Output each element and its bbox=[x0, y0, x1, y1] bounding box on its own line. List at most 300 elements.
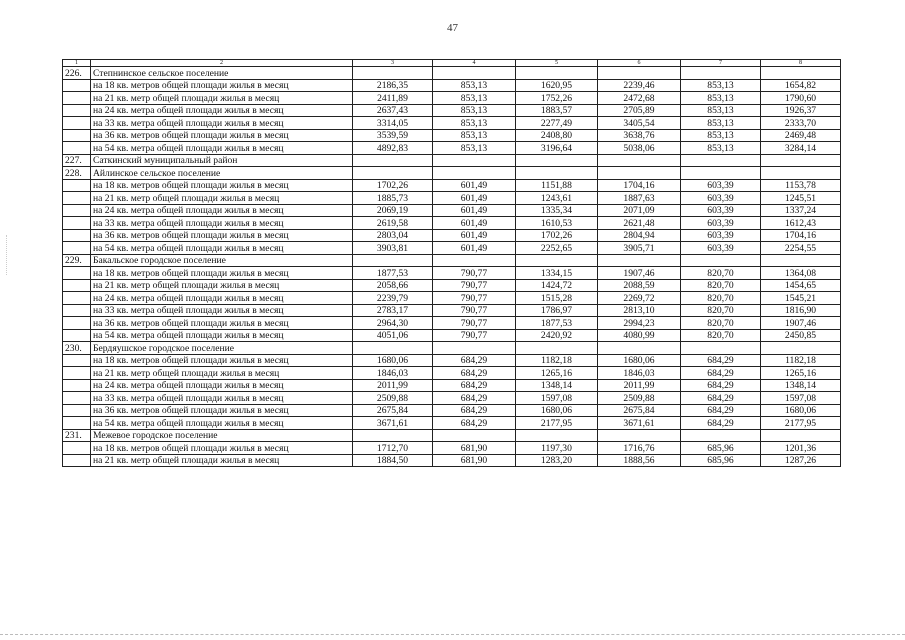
empty-cell bbox=[681, 429, 761, 442]
value-cell: 2509,88 bbox=[598, 392, 681, 405]
table-row bbox=[63, 317, 841, 330]
area-norm-description: на 33 кв. метра общей площади жилья в месяц bbox=[91, 217, 353, 230]
value-cell: 1887,63 bbox=[598, 192, 681, 205]
empty-cell bbox=[516, 342, 598, 355]
group-name: Бердяушское городское поселение bbox=[91, 342, 353, 355]
area-norm-description: на 21 кв. метр общей площади жилья в месяц bbox=[91, 454, 353, 467]
empty-cell bbox=[598, 342, 681, 355]
value-cell: 1620,95 bbox=[516, 79, 598, 92]
value-cell: 3284,14 bbox=[761, 142, 841, 155]
value-cell: 1454,65 bbox=[761, 279, 841, 292]
empty-cell bbox=[353, 254, 433, 267]
value-cell: 1245,51 bbox=[761, 192, 841, 205]
group-name: Степнинское сельское поселение bbox=[91, 67, 353, 80]
area-norm-description: на 24 кв. метра общей площади жилья в месяц bbox=[91, 379, 353, 392]
value-cell: 2804,94 bbox=[598, 229, 681, 242]
column-number: 6 bbox=[598, 60, 681, 67]
table-row bbox=[63, 367, 841, 380]
value-cell: 1334,15 bbox=[516, 267, 598, 280]
empty-index-cell bbox=[63, 392, 91, 405]
area-norm-description: на 18 кв. метров общей площади жилья в месяц bbox=[91, 79, 353, 92]
empty-index-cell bbox=[63, 242, 91, 255]
empty-cell bbox=[761, 342, 841, 355]
empty-index-cell bbox=[63, 117, 91, 130]
value-cell: 820,70 bbox=[681, 279, 761, 292]
empty-cell bbox=[516, 167, 598, 180]
value-cell: 2509,88 bbox=[353, 392, 433, 405]
area-norm-description: на 54 кв. метра общей площади жилья в месяц bbox=[91, 242, 353, 255]
area-norm-description: на 54 кв. метра общей площади жилья в месяц bbox=[91, 142, 353, 155]
value-cell: 790,77 bbox=[433, 267, 516, 280]
value-cell: 820,70 bbox=[681, 317, 761, 330]
value-cell: 601,49 bbox=[433, 204, 516, 217]
value-cell: 5038,06 bbox=[598, 142, 681, 155]
empty-cell bbox=[761, 254, 841, 267]
column-number: 1 bbox=[63, 60, 91, 67]
group-index: 228. bbox=[63, 167, 91, 180]
value-cell: 1610,53 bbox=[516, 217, 598, 230]
empty-cell bbox=[433, 167, 516, 180]
value-cell: 1888,56 bbox=[598, 454, 681, 467]
table-row bbox=[63, 217, 841, 230]
value-cell: 1151,88 bbox=[516, 179, 598, 192]
value-cell: 603,39 bbox=[681, 217, 761, 230]
value-cell: 1287,26 bbox=[761, 454, 841, 467]
empty-index-cell bbox=[63, 367, 91, 380]
table-row bbox=[63, 404, 841, 417]
value-cell: 681,90 bbox=[433, 454, 516, 467]
empty-cell bbox=[761, 67, 841, 80]
value-cell: 1424,72 bbox=[516, 279, 598, 292]
group-header-row bbox=[63, 429, 841, 442]
value-cell: 790,77 bbox=[433, 279, 516, 292]
empty-index-cell bbox=[63, 292, 91, 305]
value-cell: 2011,99 bbox=[598, 379, 681, 392]
value-cell: 684,29 bbox=[433, 379, 516, 392]
value-cell: 684,29 bbox=[681, 367, 761, 380]
value-cell: 2637,43 bbox=[353, 104, 433, 117]
group-header-row bbox=[63, 67, 841, 80]
value-cell: 1153,78 bbox=[761, 179, 841, 192]
area-norm-description: на 18 кв. метров общей площади жилья в месяц bbox=[91, 267, 353, 280]
empty-cell bbox=[598, 254, 681, 267]
value-cell: 1752,26 bbox=[516, 92, 598, 105]
table-row bbox=[63, 179, 841, 192]
value-cell: 3196,64 bbox=[516, 142, 598, 155]
empty-cell bbox=[433, 254, 516, 267]
value-cell: 4080,99 bbox=[598, 329, 681, 342]
empty-index-cell bbox=[63, 417, 91, 430]
scan-bottom-edge bbox=[0, 634, 905, 635]
empty-cell bbox=[761, 154, 841, 167]
value-cell: 853,13 bbox=[433, 117, 516, 130]
empty-index-cell bbox=[63, 217, 91, 230]
value-cell: 2675,84 bbox=[353, 404, 433, 417]
empty-index-cell bbox=[63, 454, 91, 467]
value-cell: 3903,81 bbox=[353, 242, 433, 255]
area-norm-description: на 24 кв. метра общей площади жилья в месяц bbox=[91, 104, 353, 117]
value-cell: 2964,30 bbox=[353, 317, 433, 330]
group-index: 230. bbox=[63, 342, 91, 355]
value-cell: 2994,23 bbox=[598, 317, 681, 330]
empty-cell bbox=[433, 342, 516, 355]
value-cell: 603,39 bbox=[681, 229, 761, 242]
group-header-row bbox=[63, 154, 841, 167]
value-cell: 1243,61 bbox=[516, 192, 598, 205]
value-cell: 2803,04 bbox=[353, 229, 433, 242]
value-cell: 790,77 bbox=[433, 317, 516, 330]
empty-index-cell bbox=[63, 317, 91, 330]
value-cell: 853,13 bbox=[681, 117, 761, 130]
group-index: 229. bbox=[63, 254, 91, 267]
value-cell: 1885,73 bbox=[353, 192, 433, 205]
value-cell: 2408,80 bbox=[516, 129, 598, 142]
table-row bbox=[63, 229, 841, 242]
value-cell: 853,13 bbox=[681, 79, 761, 92]
value-cell: 681,90 bbox=[433, 442, 516, 455]
group-name: Межевое городское поселение bbox=[91, 429, 353, 442]
value-cell: 684,29 bbox=[681, 404, 761, 417]
value-cell: 2450,85 bbox=[761, 329, 841, 342]
area-norm-description: на 21 кв. метр общей площади жилья в месяц bbox=[91, 279, 353, 292]
empty-cell bbox=[598, 429, 681, 442]
value-cell: 1846,03 bbox=[353, 367, 433, 380]
column-number: 3 bbox=[353, 60, 433, 67]
empty-cell bbox=[353, 154, 433, 167]
area-norm-description: на 54 кв. метра общей площади жилья в месяц bbox=[91, 329, 353, 342]
empty-index-cell bbox=[63, 129, 91, 142]
value-cell: 853,13 bbox=[433, 79, 516, 92]
value-cell: 853,13 bbox=[681, 92, 761, 105]
value-cell: 820,70 bbox=[681, 304, 761, 317]
empty-cell bbox=[516, 154, 598, 167]
value-cell: 2186,35 bbox=[353, 79, 433, 92]
value-cell: 1712,70 bbox=[353, 442, 433, 455]
value-cell: 1515,28 bbox=[516, 292, 598, 305]
area-norm-description: на 33 кв. метра общей площади жилья в месяц bbox=[91, 392, 353, 405]
value-cell: 601,49 bbox=[433, 229, 516, 242]
value-cell: 1877,53 bbox=[516, 317, 598, 330]
area-norm-description: на 21 кв. метр общей площади жилья в месяц bbox=[91, 92, 353, 105]
value-cell: 2472,68 bbox=[598, 92, 681, 105]
table-row bbox=[63, 104, 841, 117]
table-row bbox=[63, 267, 841, 280]
scan-edge-mark bbox=[6, 235, 7, 275]
empty-cell bbox=[516, 429, 598, 442]
value-cell: 4892,83 bbox=[353, 142, 433, 155]
table-row bbox=[63, 442, 841, 455]
value-cell: 820,70 bbox=[681, 329, 761, 342]
value-cell: 2813,10 bbox=[598, 304, 681, 317]
value-cell: 684,29 bbox=[681, 354, 761, 367]
empty-cell bbox=[353, 67, 433, 80]
value-cell: 1704,16 bbox=[761, 229, 841, 242]
group-name: Саткинский муниципальный район bbox=[91, 154, 353, 167]
value-cell: 1702,26 bbox=[353, 179, 433, 192]
value-cell: 3671,61 bbox=[353, 417, 433, 430]
value-cell: 790,77 bbox=[433, 292, 516, 305]
value-cell: 2675,84 bbox=[598, 404, 681, 417]
value-cell: 2411,89 bbox=[353, 92, 433, 105]
empty-index-cell bbox=[63, 192, 91, 205]
value-cell: 603,39 bbox=[681, 179, 761, 192]
value-cell: 790,77 bbox=[433, 304, 516, 317]
table-row bbox=[63, 92, 841, 105]
area-norm-description: на 21 кв. метр общей площади жилья в месяц bbox=[91, 192, 353, 205]
area-norm-description: на 33 кв. метра общей площади жилья в месяц bbox=[91, 304, 353, 317]
group-header-row bbox=[63, 342, 841, 355]
value-cell: 684,29 bbox=[681, 392, 761, 405]
value-cell: 820,70 bbox=[681, 292, 761, 305]
value-cell: 1597,08 bbox=[761, 392, 841, 405]
value-cell: 1545,21 bbox=[761, 292, 841, 305]
page-number: 47 bbox=[447, 22, 458, 34]
empty-index-cell bbox=[63, 204, 91, 217]
area-norm-description: на 24 кв. метра общей площади жилья в месяц bbox=[91, 292, 353, 305]
table-row bbox=[63, 204, 841, 217]
empty-cell bbox=[598, 154, 681, 167]
empty-index-cell bbox=[63, 442, 91, 455]
table-row bbox=[63, 454, 841, 467]
table-row bbox=[63, 192, 841, 205]
value-cell: 2269,72 bbox=[598, 292, 681, 305]
value-cell: 3638,76 bbox=[598, 129, 681, 142]
value-cell: 1680,06 bbox=[353, 354, 433, 367]
value-cell: 2177,95 bbox=[516, 417, 598, 430]
value-cell: 1597,08 bbox=[516, 392, 598, 405]
value-cell: 2058,66 bbox=[353, 279, 433, 292]
value-cell: 1364,08 bbox=[761, 267, 841, 280]
value-cell: 685,96 bbox=[681, 442, 761, 455]
value-cell: 790,77 bbox=[433, 329, 516, 342]
value-cell: 684,29 bbox=[433, 404, 516, 417]
value-cell: 1283,20 bbox=[516, 454, 598, 467]
empty-index-cell bbox=[63, 142, 91, 155]
empty-cell bbox=[516, 254, 598, 267]
value-cell: 853,13 bbox=[681, 104, 761, 117]
empty-index-cell bbox=[63, 104, 91, 117]
value-cell: 2277,49 bbox=[516, 117, 598, 130]
area-norm-description: на 21 кв. метр общей площади жилья в месяц bbox=[91, 367, 353, 380]
group-index: 231. bbox=[63, 429, 91, 442]
empty-index-cell bbox=[63, 304, 91, 317]
table-row bbox=[63, 417, 841, 430]
value-cell: 3539,59 bbox=[353, 129, 433, 142]
value-cell: 1816,90 bbox=[761, 304, 841, 317]
empty-index-cell bbox=[63, 329, 91, 342]
group-index: 227. bbox=[63, 154, 91, 167]
value-cell: 603,39 bbox=[681, 204, 761, 217]
value-cell: 853,13 bbox=[433, 104, 516, 117]
empty-index-cell bbox=[63, 92, 91, 105]
empty-cell bbox=[598, 67, 681, 80]
value-cell: 1612,43 bbox=[761, 217, 841, 230]
empty-index-cell bbox=[63, 179, 91, 192]
value-cell: 684,29 bbox=[433, 367, 516, 380]
table-row bbox=[63, 392, 841, 405]
table-row bbox=[63, 354, 841, 367]
value-cell: 2619,58 bbox=[353, 217, 433, 230]
empty-index-cell bbox=[63, 229, 91, 242]
value-cell: 2333,70 bbox=[761, 117, 841, 130]
value-cell: 853,13 bbox=[681, 142, 761, 155]
area-norm-description: на 18 кв. метров общей площади жилья в месяц bbox=[91, 179, 353, 192]
value-cell: 1197,30 bbox=[516, 442, 598, 455]
empty-index-cell bbox=[63, 79, 91, 92]
value-cell: 2177,95 bbox=[761, 417, 841, 430]
value-cell: 2252,65 bbox=[516, 242, 598, 255]
value-cell: 601,49 bbox=[433, 242, 516, 255]
empty-cell bbox=[761, 167, 841, 180]
value-cell: 853,13 bbox=[433, 129, 516, 142]
value-cell: 1846,03 bbox=[598, 367, 681, 380]
value-cell: 684,29 bbox=[433, 417, 516, 430]
column-number: 7 bbox=[681, 60, 761, 67]
value-cell: 1790,60 bbox=[761, 92, 841, 105]
tariff-table bbox=[62, 59, 841, 467]
value-cell: 1907,46 bbox=[598, 267, 681, 280]
value-cell: 2071,09 bbox=[598, 204, 681, 217]
value-cell: 1348,14 bbox=[761, 379, 841, 392]
empty-cell bbox=[353, 167, 433, 180]
value-cell: 2069,19 bbox=[353, 204, 433, 217]
empty-cell bbox=[353, 429, 433, 442]
value-cell: 601,49 bbox=[433, 192, 516, 205]
area-norm-description: на 54 кв. метра общей площади жилья в месяц bbox=[91, 417, 353, 430]
value-cell: 853,13 bbox=[433, 92, 516, 105]
value-cell: 1680,06 bbox=[598, 354, 681, 367]
empty-cell bbox=[353, 342, 433, 355]
column-number: 2 bbox=[91, 60, 353, 67]
area-norm-description: на 18 кв. метров общей площади жилья в месяц bbox=[91, 442, 353, 455]
empty-index-cell bbox=[63, 279, 91, 292]
value-cell: 2621,48 bbox=[598, 217, 681, 230]
empty-cell bbox=[598, 167, 681, 180]
value-cell: 3905,71 bbox=[598, 242, 681, 255]
table-row bbox=[63, 129, 841, 142]
value-cell: 1907,46 bbox=[761, 317, 841, 330]
value-cell: 603,39 bbox=[681, 242, 761, 255]
table-row bbox=[63, 142, 841, 155]
value-cell: 2705,89 bbox=[598, 104, 681, 117]
empty-cell bbox=[433, 154, 516, 167]
area-norm-description: на 36 кв. метров общей площади жилья в месяц bbox=[91, 229, 353, 242]
value-cell: 1786,97 bbox=[516, 304, 598, 317]
table-row bbox=[63, 329, 841, 342]
value-cell: 853,13 bbox=[433, 142, 516, 155]
group-header-row bbox=[63, 167, 841, 180]
value-cell: 1201,36 bbox=[761, 442, 841, 455]
value-cell: 4051,06 bbox=[353, 329, 433, 342]
value-cell: 853,13 bbox=[681, 129, 761, 142]
value-cell: 2239,46 bbox=[598, 79, 681, 92]
value-cell: 601,49 bbox=[433, 217, 516, 230]
column-number-row bbox=[63, 60, 841, 67]
empty-cell bbox=[681, 67, 761, 80]
table-row bbox=[63, 117, 841, 130]
table-row bbox=[63, 242, 841, 255]
column-number: 5 bbox=[516, 60, 598, 67]
value-cell: 1337,24 bbox=[761, 204, 841, 217]
column-number: 4 bbox=[433, 60, 516, 67]
value-cell: 3671,61 bbox=[598, 417, 681, 430]
empty-cell bbox=[681, 254, 761, 267]
value-cell: 1265,16 bbox=[516, 367, 598, 380]
value-cell: 2088,59 bbox=[598, 279, 681, 292]
value-cell: 1348,14 bbox=[516, 379, 598, 392]
value-cell: 2469,48 bbox=[761, 129, 841, 142]
value-cell: 684,29 bbox=[681, 379, 761, 392]
area-norm-description: на 36 кв. метров общей площади жилья в месяц bbox=[91, 404, 353, 417]
value-cell: 1704,16 bbox=[598, 179, 681, 192]
value-cell: 2239,79 bbox=[353, 292, 433, 305]
value-cell: 684,29 bbox=[433, 354, 516, 367]
empty-cell bbox=[516, 67, 598, 80]
value-cell: 601,49 bbox=[433, 179, 516, 192]
value-cell: 1884,50 bbox=[353, 454, 433, 467]
value-cell: 1680,06 bbox=[761, 404, 841, 417]
value-cell: 1335,34 bbox=[516, 204, 598, 217]
table-row bbox=[63, 79, 841, 92]
empty-index-cell bbox=[63, 404, 91, 417]
value-cell: 684,29 bbox=[681, 417, 761, 430]
table-row bbox=[63, 292, 841, 305]
table-row bbox=[63, 379, 841, 392]
value-cell: 2783,17 bbox=[353, 304, 433, 317]
group-name: Айлинское сельское поселение bbox=[91, 167, 353, 180]
value-cell: 3405,54 bbox=[598, 117, 681, 130]
area-norm-description: на 33 кв. метра общей площади жилья в месяц bbox=[91, 117, 353, 130]
value-cell: 1716,76 bbox=[598, 442, 681, 455]
empty-cell bbox=[433, 67, 516, 80]
area-norm-description: на 24 кв. метра общей площади жилья в месяц bbox=[91, 204, 353, 217]
value-cell: 2254,55 bbox=[761, 242, 841, 255]
table-row bbox=[63, 304, 841, 317]
value-cell: 820,70 bbox=[681, 267, 761, 280]
value-cell: 1883,57 bbox=[516, 104, 598, 117]
value-cell: 1654,82 bbox=[761, 79, 841, 92]
column-number: 8 bbox=[761, 60, 841, 67]
value-cell: 1926,37 bbox=[761, 104, 841, 117]
empty-cell bbox=[681, 154, 761, 167]
empty-index-cell bbox=[63, 379, 91, 392]
group-name: Бакальское городское поселение bbox=[91, 254, 353, 267]
empty-index-cell bbox=[63, 354, 91, 367]
value-cell: 1877,53 bbox=[353, 267, 433, 280]
table-row bbox=[63, 279, 841, 292]
table-body bbox=[63, 60, 841, 467]
empty-cell bbox=[433, 429, 516, 442]
empty-cell bbox=[681, 342, 761, 355]
group-header-row bbox=[63, 254, 841, 267]
empty-cell bbox=[761, 429, 841, 442]
area-norm-description: на 36 кв. метров общей площади жилья в месяц bbox=[91, 129, 353, 142]
value-cell: 1680,06 bbox=[516, 404, 598, 417]
value-cell: 603,39 bbox=[681, 192, 761, 205]
value-cell: 3314,05 bbox=[353, 117, 433, 130]
area-norm-description: на 36 кв. метров общей площади жилья в месяц bbox=[91, 317, 353, 330]
empty-index-cell bbox=[63, 267, 91, 280]
value-cell: 1265,16 bbox=[761, 367, 841, 380]
value-cell: 1702,26 bbox=[516, 229, 598, 242]
value-cell: 685,96 bbox=[681, 454, 761, 467]
empty-cell bbox=[681, 167, 761, 180]
value-cell: 2011,99 bbox=[353, 379, 433, 392]
value-cell: 2420,92 bbox=[516, 329, 598, 342]
value-cell: 1182,18 bbox=[761, 354, 841, 367]
group-index: 226. bbox=[63, 67, 91, 80]
area-norm-description: на 18 кв. метров общей площади жилья в месяц bbox=[91, 354, 353, 367]
